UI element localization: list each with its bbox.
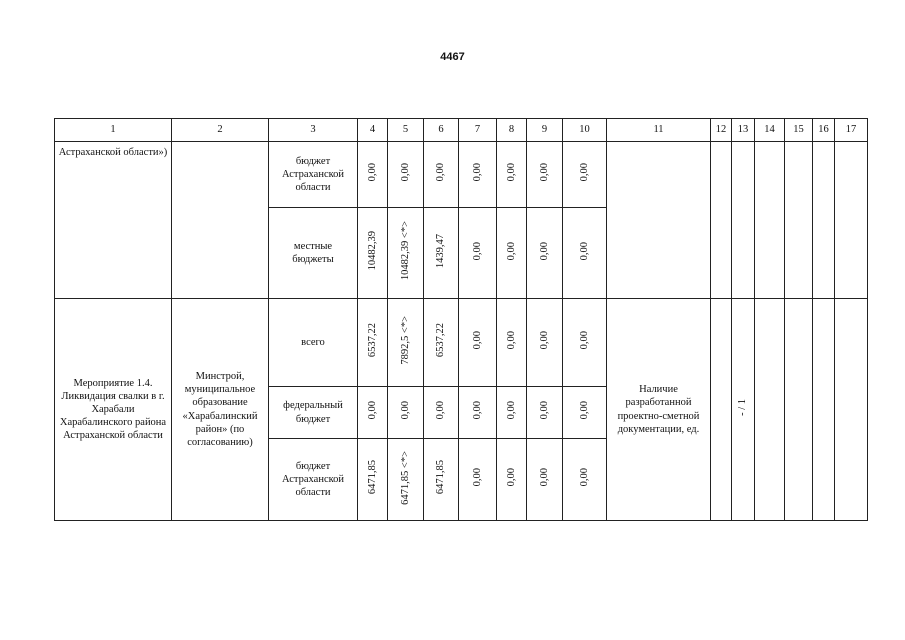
value-cell: 0,00 bbox=[527, 208, 563, 299]
value-cell: 7892,5 <*> bbox=[388, 299, 424, 387]
empty-cell bbox=[835, 142, 868, 299]
measure-name-cell: Астраханской области») bbox=[55, 142, 172, 299]
funding-source-cell: бюджет Астраханской области bbox=[269, 142, 358, 208]
value-cell: 0,00 bbox=[527, 142, 563, 208]
empty-cell bbox=[711, 299, 732, 521]
value-cell: 0,00 bbox=[459, 208, 497, 299]
header-cell: 11 bbox=[607, 119, 711, 142]
header-cell: 12 bbox=[711, 119, 732, 142]
executor-cell bbox=[172, 142, 269, 299]
value-cell: 0,00 bbox=[527, 387, 563, 439]
empty-cell bbox=[755, 142, 785, 299]
value-cell: 0,00 bbox=[563, 208, 607, 299]
value-cell: 0,00 bbox=[563, 387, 607, 439]
header-cell: 2 bbox=[172, 119, 269, 142]
value-cell: 0,00 bbox=[497, 439, 527, 521]
table-row bbox=[55, 142, 868, 208]
empty-cell bbox=[813, 142, 835, 299]
empty-cell bbox=[835, 299, 868, 521]
header-cell: 3 bbox=[269, 119, 358, 142]
header-cell: 16 bbox=[813, 119, 835, 142]
value-cell: 0,00 bbox=[358, 387, 388, 439]
value-cell: 0,00 bbox=[388, 387, 424, 439]
value-cell: 10482,39 <*> bbox=[388, 208, 424, 299]
header-cell: 5 bbox=[388, 119, 424, 142]
value-cell: 10482,39 bbox=[358, 208, 388, 299]
indicator-cell: Наличие разработанной проектно-сметной документации, ед. bbox=[607, 299, 711, 521]
header-row bbox=[55, 119, 868, 142]
header-cell: 14 bbox=[755, 119, 785, 142]
empty-cell bbox=[732, 142, 755, 299]
header-cell: 6 bbox=[424, 119, 459, 142]
target-value-cell: - / 1 bbox=[732, 299, 755, 521]
funding-source-cell: бюджет Астраханской области bbox=[269, 439, 358, 521]
value-cell: 0,00 bbox=[527, 439, 563, 521]
empty-cell bbox=[785, 299, 813, 521]
value-cell: 0,00 bbox=[497, 142, 527, 208]
funding-source-cell: всего bbox=[269, 299, 358, 387]
value-cell: 0,00 bbox=[459, 439, 497, 521]
header-cell: 17 bbox=[835, 119, 868, 142]
funding-source-cell: федеральный бюджет bbox=[269, 387, 358, 439]
empty-cell bbox=[711, 142, 732, 299]
value-cell: 0,00 bbox=[563, 142, 607, 208]
table-row bbox=[55, 299, 868, 387]
value-cell: 6537,22 bbox=[358, 299, 388, 387]
header-cell: 8 bbox=[497, 119, 527, 142]
value-cell: 0,00 bbox=[563, 299, 607, 387]
header-cell: 9 bbox=[527, 119, 563, 142]
indicator-cell bbox=[607, 142, 711, 299]
value-cell: 0,00 bbox=[424, 142, 459, 208]
header-cell: 15 bbox=[785, 119, 813, 142]
header-cell: 10 bbox=[563, 119, 607, 142]
header-cell: 13 bbox=[732, 119, 755, 142]
header-cell: 7 bbox=[459, 119, 497, 142]
header-cell: 4 bbox=[358, 119, 388, 142]
value-cell: 0,00 bbox=[563, 439, 607, 521]
header-cell: 1 bbox=[55, 119, 172, 142]
value-cell: 0,00 bbox=[424, 387, 459, 439]
value-cell: 6537,22 bbox=[424, 299, 459, 387]
value-cell: 6471,85 <*> bbox=[388, 439, 424, 521]
executor-cell: Минстрой, муниципальное образование «Харабалинский район» (по согласованию) bbox=[172, 299, 269, 521]
value-cell: 0,00 bbox=[358, 142, 388, 208]
value-cell: 1439,47 bbox=[424, 208, 459, 299]
value-cell: 6471,85 bbox=[358, 439, 388, 521]
value-cell: 0,00 bbox=[527, 299, 563, 387]
value-cell: 0,00 bbox=[388, 142, 424, 208]
page-number: 4467 bbox=[440, 51, 465, 63]
measure-name-cell: Мероприятие 1.4. Ликвидация свалки в г. Харабали Харабалинского района Астраханской области bbox=[55, 299, 172, 521]
funding-source-cell: местные бюджеты bbox=[269, 208, 358, 299]
value-cell: 0,00 bbox=[459, 299, 497, 387]
program-measures-table bbox=[54, 118, 868, 521]
value-cell: 0,00 bbox=[459, 142, 497, 208]
value-cell: 0,00 bbox=[497, 299, 527, 387]
empty-cell bbox=[785, 142, 813, 299]
empty-cell bbox=[813, 299, 835, 521]
value-cell: 0,00 bbox=[459, 387, 497, 439]
value-cell: 0,00 bbox=[497, 387, 527, 439]
value-cell: 6471,85 bbox=[424, 439, 459, 521]
empty-cell bbox=[755, 299, 785, 521]
value-cell: 0,00 bbox=[497, 208, 527, 299]
